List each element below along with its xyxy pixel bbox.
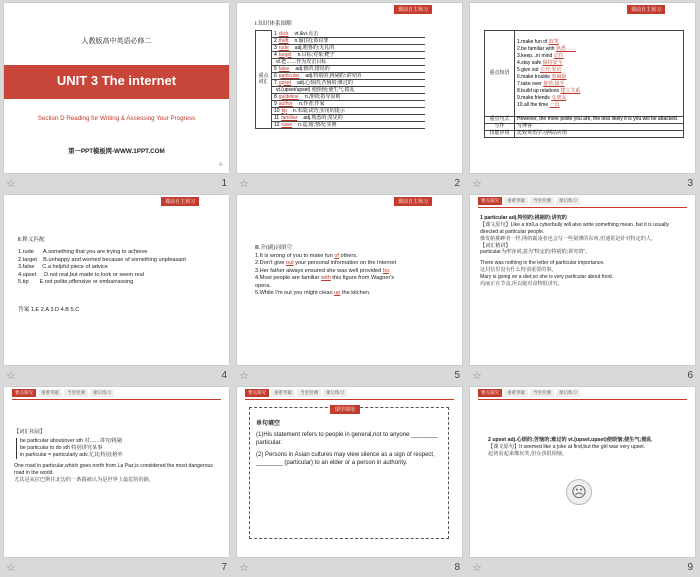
match-item: 4.upset D.not real,but made to look or seem real	[18, 271, 144, 278]
slide-thumbnail-2[interactable]	[233, 0, 466, 192]
notes: 【词汇拓展】 be particular about/over sth 对……讲究/挑剔 be particular to do sth 特别讲究某事 in particular = particularly adv.尤其;特别;格外 One road in particular,which goes north from La Paz,is considered the most dangerous road in the world. 尤其是从拉巴斯往北边的一条路被认为是世界上最危险的路。	[14, 429, 219, 484]
tab-class-check: 当堂检测	[297, 389, 321, 397]
subtitle: 人教版高中英语必修二	[81, 38, 152, 45]
slide-5	[237, 195, 462, 365]
site-label: 第一PPT模板网-WWW.1PPT.COM	[68, 148, 165, 155]
summary-table	[484, 30, 684, 138]
slide-3	[470, 3, 695, 173]
tab-strip	[478, 197, 580, 205]
slide-thumbnail-5[interactable]	[233, 192, 466, 384]
star-icon[interactable]: ☆	[239, 370, 249, 382]
key-sentence: However, the more polite you are, the less likely it is you will be attacked.	[515, 117, 684, 124]
heading: Ⅲ.介(副)词填空	[255, 245, 293, 251]
slide-6	[470, 195, 695, 365]
writing-label: 写作	[485, 123, 515, 130]
ribbon: 即学即用	[330, 405, 360, 414]
side-label: 重点词汇	[256, 31, 272, 129]
star-icon[interactable]: ☆	[472, 562, 482, 574]
tab-homework: 课后练习	[556, 197, 580, 205]
heading: Ⅱ.释义匹配	[18, 237, 45, 243]
vocab-row: 6 particular adj.特别的;挑剔的;讲究的	[272, 73, 425, 80]
slide-1	[4, 3, 229, 173]
tab-difficulties: 重难突破	[38, 389, 62, 397]
section-tag: 课前自主预习	[394, 5, 432, 14]
star-icon[interactable]: ☆	[239, 562, 249, 574]
tab-difficulties: 重难突破	[504, 197, 528, 205]
slide-thumbnail-1[interactable]	[0, 0, 233, 192]
phrase-row: 7.take over 接管;接手	[517, 80, 565, 87]
slide-number: 9	[687, 562, 693, 573]
tab-class-check: 当堂检测	[530, 197, 554, 205]
match-item: 1.rude A.something that you are trying to achieve	[18, 249, 148, 255]
skill-value: 比较英语学习网站应用	[515, 130, 684, 137]
tab-class-check: 当堂检测	[64, 389, 88, 397]
vocab-table	[255, 30, 425, 129]
tab-strip	[245, 389, 347, 397]
slide-number: 1	[221, 178, 227, 189]
match-item: 3.false C.a helpful piece of advice	[18, 264, 108, 271]
slide-number: 5	[454, 370, 460, 381]
section-tag: 课前自主预习	[161, 197, 199, 206]
match-item: 2.target B.unhappy and worried because of something unpleasant	[18, 256, 186, 263]
slide-thumbnail-9[interactable]	[466, 384, 699, 576]
unit-title: UNIT 3 The internet	[56, 73, 177, 88]
notes: 1 particular adj.特别的;挑剔的;讲究的 【课文原句】Like a troll,a cyberbully will also write something mean. but it is usually directed at particular people. 像发帖挑衅者一样,网络霸凌者也会写一些刻薄的东西,但通常是针对特定的人。 【词汇精讲】 particular为形容词,意为"特定的;特别的;讲究的"。 There was nothing in the letter of particular importance. 这封信里没有什么特别重要的事。 Mary is going on a diet,so she is very particular about food. 玛丽正在节食,所以她对食物很讲究。	[480, 215, 670, 287]
vocab-row: 11 familiar adj.熟悉的;常见的	[272, 115, 425, 122]
slide-number: 3	[687, 178, 693, 189]
answer-1: of	[334, 252, 339, 259]
tab-key-points: 要点探究	[478, 197, 502, 205]
vocab-row: 7 upset adj.心烦的;苦恼的;难过的	[272, 80, 425, 87]
question-2: (2) Persons in Asian cultures may view silence as a sign of respect, ________ (particular) to an elder or a person in authority.	[256, 452, 435, 467]
vocab-row: 9 author n.作者;作家	[272, 101, 425, 108]
vocab-row: vt.(upset/upset) 使烦恼;使生气;搅乱	[272, 87, 425, 94]
star-icon[interactable]: ☆	[6, 562, 16, 574]
vocab-row: 1 click vt.&vi.点击	[272, 31, 425, 38]
phrase-row: 8.build up relations 建立关系	[517, 87, 581, 94]
sentence-label: 重点句式	[485, 117, 515, 124]
star-icon[interactable]: ☆	[6, 370, 16, 382]
tab-difficulties: 重难突破	[504, 389, 528, 397]
tab-strip	[478, 389, 580, 397]
exercise-box	[249, 407, 449, 539]
star-icon[interactable]: ☆	[472, 178, 482, 190]
phrase-row: 1.make fun of 取笑	[517, 38, 559, 45]
slide-number: 4	[221, 370, 227, 381]
heading: Ⅰ.知识体系图解	[255, 21, 292, 27]
slide-thumbnail-4[interactable]	[0, 192, 233, 384]
slide-thumbnail-6[interactable]	[466, 192, 699, 384]
slide-thumbnail-3[interactable]	[466, 0, 699, 192]
phrase-row: 6.make trouble 惹麻烦	[517, 73, 567, 80]
section-title: Section D Reading for Writing & Assessing Your Progress	[37, 115, 196, 122]
tab-key-points: 要点探究	[245, 389, 269, 397]
question-1: (1)His statement refers to people in general,not to anyone ________ particular.	[256, 432, 438, 447]
phrases-label: 重点短语	[485, 31, 515, 117]
slide-number: 2	[454, 178, 460, 189]
slide-number: 7	[221, 562, 227, 573]
section-tag: 课前自主预习	[394, 197, 432, 206]
tab-homework: 课后练习	[90, 389, 114, 397]
section-tag: 课前自主预习	[627, 5, 665, 14]
answer-3: for	[382, 267, 390, 274]
tab-strip	[12, 389, 114, 397]
fill-in-list: Ⅲ.介(副)词填空 1.It is wrong of you to make fun of others. 2.Don't give out your personal information on the Internet 3.Her father always ensured she was well provided for. 4.Most people are familiar with this figure from Wagner's opera. 5.While I'm out you might clean up the kitchen.	[255, 245, 455, 298]
tab-key-points: 要点探究	[478, 389, 502, 397]
sad-face-icon: ☹	[566, 479, 592, 505]
heading: 【词汇拓展】	[14, 429, 46, 435]
slide-number: 6	[687, 370, 693, 381]
slide-number: 8	[454, 562, 460, 573]
slide-7	[4, 387, 229, 557]
tab-key-points: 要点探究	[12, 389, 36, 397]
heading: 单句填空	[256, 421, 281, 427]
slide-thumbnail-8[interactable]	[233, 384, 466, 576]
slide-8	[237, 387, 462, 557]
slide-4	[4, 195, 229, 365]
tab-homework: 课后练习	[323, 389, 347, 397]
vocab-row: 5 false adj.假的;错误的	[272, 66, 425, 73]
tab-homework: 课后练习	[556, 389, 580, 397]
tab-class-check: 当堂检测	[530, 389, 554, 397]
notes: 2 upset adj.心烦的;苦恼的;难过的 vt.(upset,upset)使烦恼;使生气;搅乱 【课文原句】It seemed like a joke at first,but the girl was very upset. 起初看起来像玩笑,但女孩很烦恼。	[488, 437, 652, 458]
answer-4: with	[320, 275, 331, 282]
match-item: 5.tip E.not polite,offensive or embarrassing	[18, 279, 134, 286]
star-icon[interactable]: ☆	[472, 370, 482, 382]
star-icon[interactable]: ☆	[239, 178, 249, 190]
phrase-row: 5.give out 公开;发出	[517, 66, 562, 73]
vocab-row: 4 target n.目标;对象;靶子	[272, 52, 425, 59]
phrase-row: 2.be familiar with 熟悉……	[517, 45, 576, 52]
corner-mark: ✣	[218, 162, 223, 168]
tab-difficulties: 重难突破	[271, 389, 295, 397]
phrase-row: 3.keep...in mind 记住	[517, 52, 564, 59]
skill-label: 技能应用	[485, 130, 515, 137]
phrase-row: 9.make friends 交朋友	[517, 94, 567, 101]
slide-9	[470, 387, 695, 557]
vocab-row: 8 guideline n.准则;指导原则	[272, 94, 425, 101]
slide-2	[237, 3, 462, 173]
answer-5: up	[334, 290, 341, 297]
answer-2: out	[285, 260, 294, 267]
vocab-row: 2 theft n.偷(窃);盗窃罪	[272, 38, 425, 45]
vocab-row: 12 case n.盒;箱;情况;实例	[272, 122, 425, 129]
vocab-row: 3 rude adj.粗鲁的;无礼的	[272, 45, 425, 52]
star-icon[interactable]: ☆	[6, 178, 16, 190]
slide-thumbnail-7[interactable]	[0, 384, 233, 576]
phrase-row: 10.all the time 一直	[517, 101, 560, 108]
vocab-row: 10 tip n.末端;诀窍;实用的提示	[272, 108, 425, 115]
vocab-row: vt.把……作为攻击目标	[272, 59, 425, 66]
writing-value: 写博客	[515, 123, 684, 130]
phrase-row: 4.stay safe 保持安全	[517, 59, 563, 66]
answer: 答案 1.E 2.A 3.D 4.B 5.C	[18, 307, 80, 313]
